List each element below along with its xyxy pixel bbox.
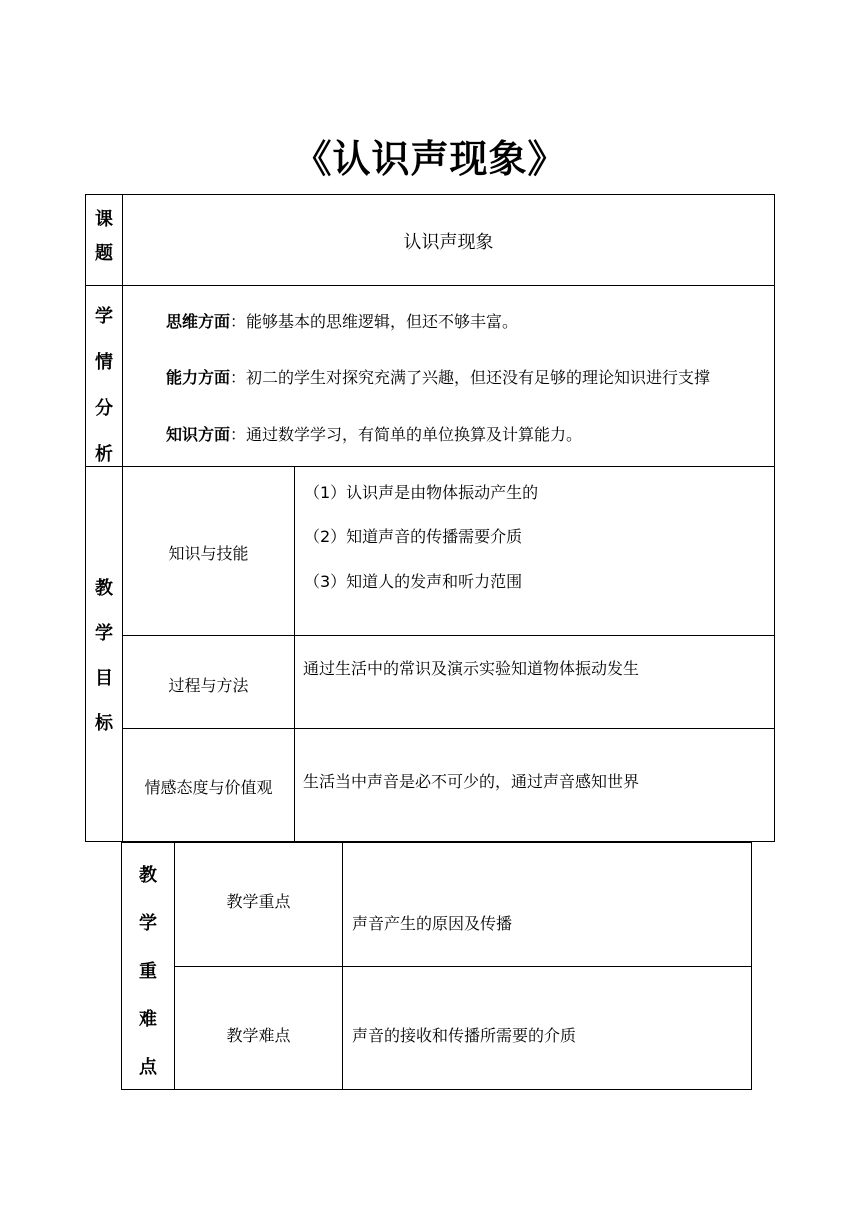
goal-line: （2）知道声音的传播需要介质	[304, 527, 523, 546]
key-point-value: 声音产生的原因及传播	[352, 914, 513, 933]
difficulty-value: 声音的接收和传播所需要的介质	[352, 1026, 577, 1045]
goal-name-attitude-values: 情感态度与价值观	[144, 778, 273, 797]
analysis-item-thinking: 思维方面：能够基本的思维逻辑，但还不够丰富。	[166, 312, 519, 331]
goal-line: （3）知道人的发声和听力范围	[304, 572, 523, 591]
goal-line: 生活当中声音是必不可少的，通过声音感知世界	[303, 772, 640, 791]
goal-line: （1）认识声是由物体振动产生的	[304, 483, 539, 502]
topic-value: 认识声现象	[403, 232, 494, 253]
analysis-label: 学 情 分 析	[95, 306, 113, 465]
goals-label: 教 学 目 标	[95, 578, 113, 734]
key-point-name: 教学重点	[226, 892, 291, 911]
analysis-item-knowledge: 知识方面：通过数学学习，有简单的单位换算及计算能力。	[166, 425, 583, 444]
difficulty-name: 教学难点	[226, 1026, 291, 1045]
goal-name-process-method: 过程与方法	[168, 676, 249, 695]
topic-label: 课 题	[95, 209, 113, 264]
page-title: 《认识声现象》	[293, 137, 567, 181]
goal-name-knowledge-skills: 知识与技能	[168, 544, 249, 563]
goal-line: 通过生活中的常识及演示实验知道物体振动发生	[303, 659, 640, 678]
key-points-label: 教 学 重 难 点	[139, 865, 157, 1078]
analysis-item-ability: 能力方面：初二的学生对探究充满了兴趣，但还没有足够的理论知识进行支撑	[166, 368, 711, 387]
